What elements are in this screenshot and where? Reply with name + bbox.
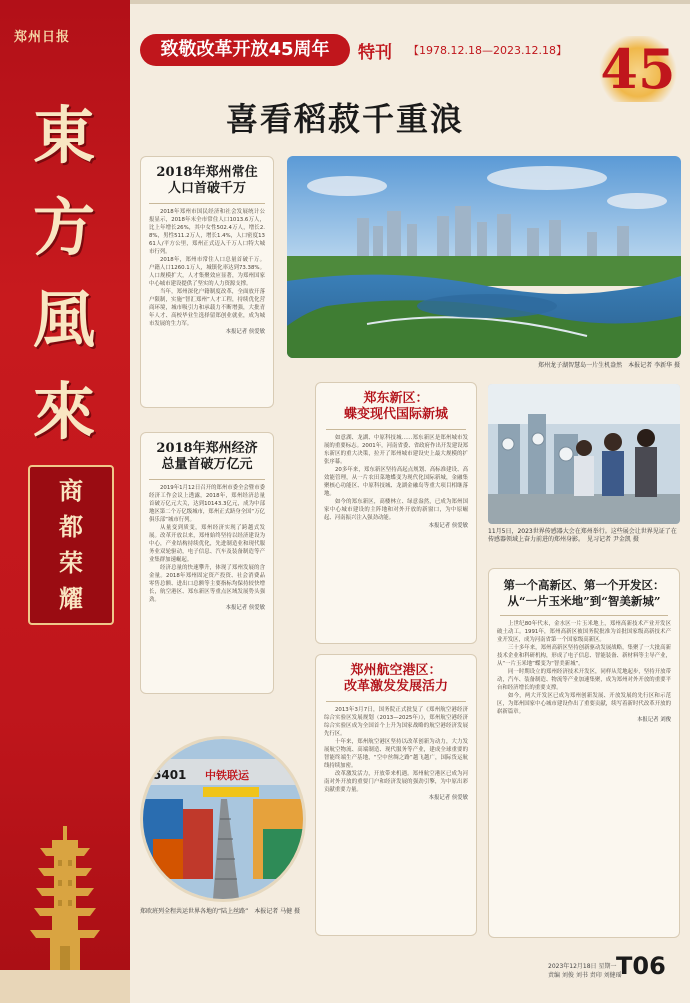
title-line: 人口首破千万: [167, 181, 246, 196]
title-line: 2018年郑州经济: [156, 441, 258, 456]
divider: [326, 701, 467, 702]
newspaper-logo: 郑州日报: [14, 30, 71, 45]
paragraph: 2013年3月7日，国务院正式批复了《郑州航空港经济综合实验区发展规划（2013—2025年）》，郑州航空港经济综合实验区成为全国首个上升为国家战略的航空港经济发展先行区。: [324, 707, 468, 737]
banner-special: 特刊: [358, 43, 392, 63]
left-column: [0, 0, 130, 1003]
section-tag: [28, 465, 114, 625]
paragraph: 三十多年来，郑州高新区坚持创新驱动发展战略，集聚了一大批高新技术企业和科研机构，形成了电子信息、智能装备、新材料等主导产业，从“一片玉米地”蝶变为“智美新城”。: [497, 645, 671, 667]
paragraph: 经济总量的快速攀升，体现了郑州发展的含金量。2018年郑州固定资产投资、社会消费品零售总额、进出口总额等主要指标均保持较快增长，航空港区、郑东新区等重点区域发展势头强劲。: [149, 565, 265, 603]
page-headline: 喜看稻菽千重浪: [225, 100, 464, 138]
byline: 本报记者 侯爱敏: [428, 795, 468, 801]
article-title: [316, 663, 476, 695]
banner-dates: 【1978.12.18—2023.12.18】: [408, 44, 567, 57]
divider: [500, 615, 667, 616]
title-line: 2018年郑州常住: [156, 165, 258, 180]
pagoda-illustration-icon: [0, 820, 130, 1003]
paragraph: 如意湖、龙湖、中原科技城……郑东新区是郑州城市发展的重要标志。2001年，河南省委、省政府作出开发建设郑东新区的重大决策，拉开了郑州城市建设史上最大规模的扩张序幕。: [324, 435, 468, 465]
article-title: [141, 165, 273, 197]
paragraph: 2019年1月12日召开的郑州市委全会暨市委经济工作会议上透露，2018年，郑州经济总量首破万亿元大关，达到10143.3亿元，成为中部地区第二个万亿级城市，郑州正式跻身全国“万亿俱乐部”城市行列。: [149, 485, 265, 523]
article-title: [141, 441, 273, 473]
expo-illustration-icon: [488, 384, 680, 524]
expo-photo-caption: 11月5日，2023世界传感器大会在郑州举行。这些展会让世界见证了在传感器领域上奋力前进的郑州身影。 见习记者 尹金凯 摄: [488, 528, 677, 543]
paragraph: 如今，两大开发区已成为郑州创新发展、开放发展的先行区和示范区，为郑州国家中心城市建设作出了重要贡献，续写着新时代改革开放的崭新篇章。: [497, 693, 671, 715]
sensor-expo-photo: [488, 384, 680, 524]
article-zhengdong: [315, 382, 477, 644]
article-economy: [140, 432, 274, 694]
paragraph: 从量变到质变，郑州经济实现了跨越式发展。改革开放以来，郑州始终坚持以经济建设为中心，产业结构持续优化，先进制造业和现代服务业双轮驱动，电子信息、汽车及装备制造等产业集群加速崛起。: [149, 525, 265, 563]
freight-train-illustration-icon: [143, 739, 303, 899]
paragraph: 同一时期设立的郑州经济技术开发区，同样从荒地起步，坚持开放带动，汽车、装备制造、物流等产业加速集聚，成为郑州对外开放的重要平台和经济增长的重要支撑。: [497, 669, 671, 691]
article-airport: [315, 654, 477, 936]
anniversary-banner: [140, 34, 595, 66]
byline: 本报记者 侯爱敏: [225, 605, 265, 611]
paragraph: 上世纪80年代末，金水区一片玉米地上，郑州高新技术产业开发区破土动工。1991年，郑州高新区被国务院批准为首批国家级高新技术产业开发区，成为河南省第一个国家级高新区。: [497, 621, 671, 643]
train-number: 5401: [153, 768, 187, 782]
title-line: 蝶变现代国际新城: [343, 407, 448, 422]
article-title: [489, 577, 679, 609]
rail-freight-photo: [140, 736, 306, 902]
page-footer: [548, 962, 622, 980]
paragraph: 十年来，郑州航空港区坚持以改革创新为动力，大力发展航空物流、高端制造、现代服务等产业，建成全球重要的智能终端生产基地，“空中丝绸之路”越飞越广，国际货运航线持续加密。: [324, 739, 468, 769]
title-line: 郑东新区：: [363, 391, 429, 406]
anniversary-number: 45: [598, 36, 678, 102]
banner-title: 致敬改革开放45周年: [140, 34, 350, 66]
article-title: [316, 391, 476, 423]
title-line: 总量首破万亿元: [161, 457, 253, 472]
page-number: T06: [616, 952, 666, 980]
title-line: 第一个高新区、第一个开发区：: [503, 578, 665, 592]
lake-photo-caption: 郑州龙子湖智慧岛一片生机盎然 本报记者 李新华 摄: [538, 362, 680, 369]
paragraph: 2018年郑州市国民经济和社会发展统计公报显示，2018年末全市常住人口1013.6万人，比上年增长26%，其中女性502.4万人，增长2.8%，男性511.2万人，增长1.4%，人口密度1361人/平方公里，郑州正式迈入千万人口特大城市行列。: [149, 209, 265, 255]
byline: 本报记者 侯爱敏: [428, 523, 468, 529]
divider: [326, 429, 467, 430]
title-line: 郑州航空港区：: [350, 663, 442, 678]
paragraph: 20多年来，郑东新区坚持高起点规划、高标准建设、高效能管理，从一片农田菜地蝶变为现代化国际新城，金融集聚核心功能区、中原科技城、龙湖金融岛等重大项目相继落地。: [324, 467, 468, 497]
paragraph: 如今的郑东新区，高楼林立、绿意盎然，已成为郑州国家中心城市建设的主阵地和对外开放的新窗口，为中原崛起、河南振兴注入强劲动能。: [324, 499, 468, 521]
byline: 本报记者 侯爱敏: [225, 329, 265, 335]
paragraph: 当年，郑州深化户籍制度改革，全面放开落户限制，实施“智汇郑州”人才工程，持续优化营商环境，城市吸引力和承载力不断增强，大批青年人才、高校毕业生选择留郑创业就业，成为城市发展的生力军。: [149, 289, 265, 327]
footer-date: 2023年12月18日 星期一: [548, 963, 617, 970]
section-tag-text: 商都荣耀: [59, 476, 83, 613]
article-population: [140, 156, 274, 408]
depot-sign: 中铁联运: [205, 769, 249, 782]
divider: [149, 203, 265, 204]
paragraph: 改革激发活力，开放带来机遇。郑州航空港区已成为河南对外开放的重要门户和经济发展的强劲引擎，为中原出彩贡献重要力量。: [324, 771, 468, 793]
title-line: 改革激发发展活力: [343, 679, 448, 694]
paragraph: 2018年，郑州市常住人口总量首破千万。户籍人口1260.1万人，城镇化率达到73.38%。人口规模扩大，人才集聚效应显著，为郑州国家中心城市建设提供了坚实的人力资源支撑。: [149, 257, 265, 287]
byline: 本报记者 刘俊: [636, 717, 671, 723]
footer-editors: 责编 刘俊 刘书 责印 刘健瑶: [548, 972, 622, 979]
divider: [149, 479, 265, 480]
lake-city-photo: [287, 156, 681, 358]
article-hightech: [488, 568, 680, 938]
lake-city-illustration-icon: [287, 156, 681, 358]
column-title: 東方風來: [32, 99, 95, 448]
title-line: 从“一片玉米地”到“智美新城”: [507, 594, 661, 608]
rail-photo-caption: 郑欧班列全程共运世界各地的“陆上丝路” 本报记者 马健 摄: [140, 908, 301, 915]
top-border: [130, 0, 690, 4]
